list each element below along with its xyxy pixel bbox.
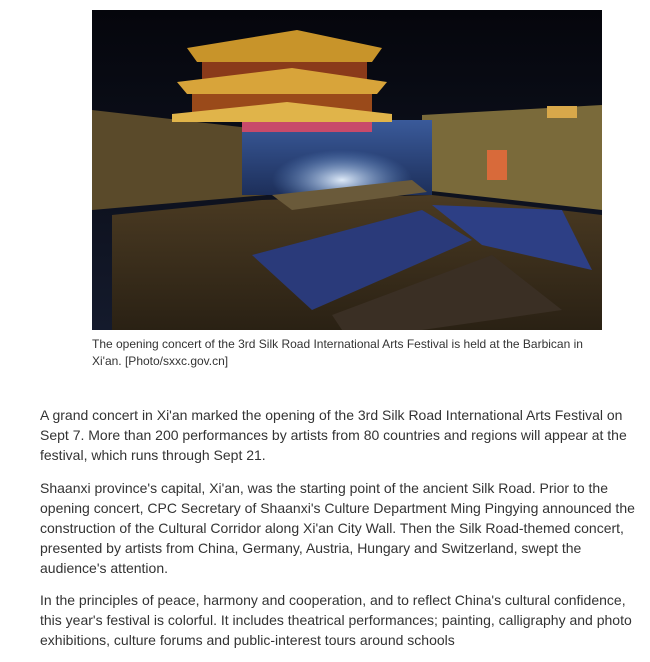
concert-photo [92, 10, 602, 330]
article-paragraph: A grand concert in Xi'an marked the opening of the 3rd Silk Road International Arts Festival on Sept 7. More than 200 performances by artists from 80 countries and regions will appear at the festival, which runs through Sept 21. [40, 407, 627, 463]
article-body [40, 405, 640, 662]
article-paragraph: In the principles of peace, harmony and cooperation, and to reflect China's cultural confidence, this year's festival is colorful. It includes theatrical performances; painting, calligraphy and photo exhibitions, culture forums and public-interest tours around schools [40, 592, 632, 648]
article-paragraph: Shaanxi province's capital, Xi'an, was the starting point of the ancient Silk Road. Prior to the opening concert, CPC Secretary of Shaanxi's Culture Department Ming Pingying announced the construction of the Cultural Corridor along Xi'an City Wall. Then the Silk Road-themed concert, presented by artists from China, Germany, Austria, Hungary and Switzerland, swept the audience's attention. [40, 480, 635, 576]
photo-caption: The opening concert of the 3rd Silk Road International Arts Festival is held at the Barbican in Xi'an. [Photo/sxxc.gov.cn] [92, 337, 583, 368]
figure [92, 10, 602, 370]
